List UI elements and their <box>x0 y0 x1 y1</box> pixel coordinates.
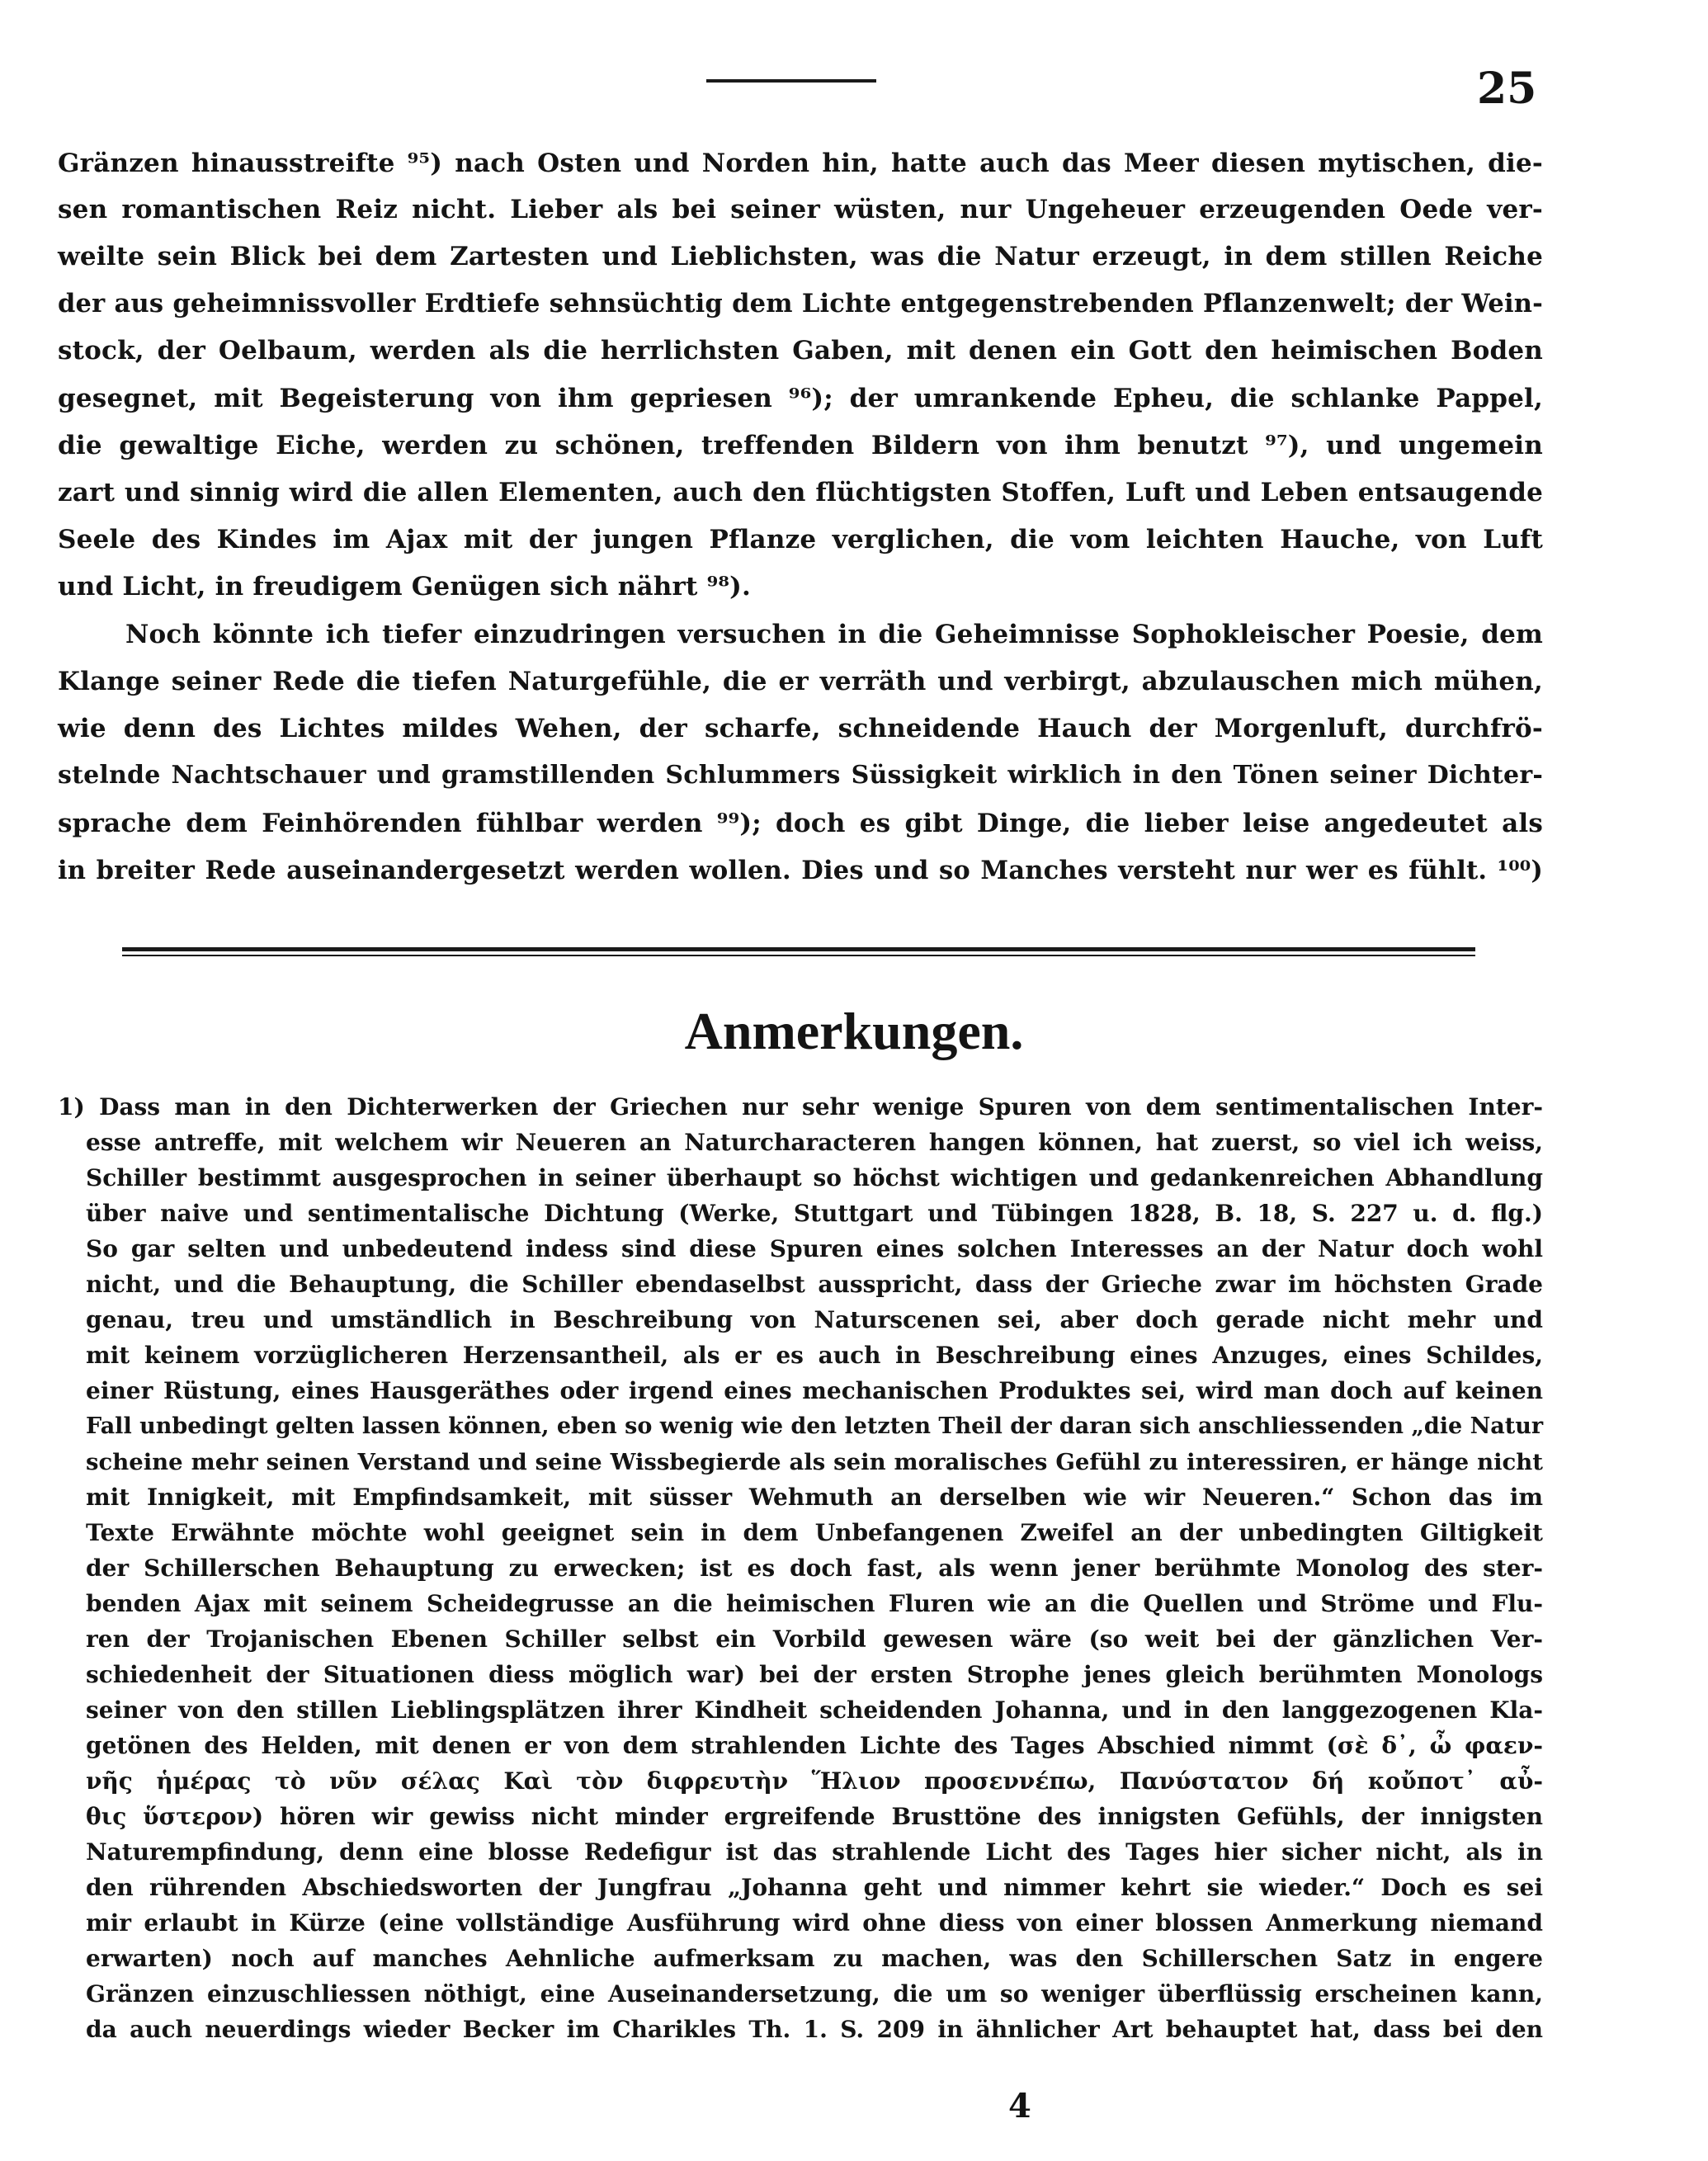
text-line: stock, der Oelbaum, werden als die herrlichsten Gaben, mit denen ein Gott den heimischen Boden <box>58 336 1543 366</box>
note-line: mit Innigkeit, mit Empfindsamkeit, mit süsser Wehmuth an derselben wie wir Neueren.“ Schon das im <box>86 1484 1543 1511</box>
note-line: getönen des Helden, mit denen er von dem strahlenden Lichte des Tages Abschied nimmt (σὲ δ᾽, ὦ φαεν- <box>86 1732 1543 1759</box>
note-line: esse antreffe, mit welchem wir Neueren an Naturcharacteren hangen können, hat zuerst, so viel ich weiss, <box>86 1129 1543 1156</box>
note-line: mir erlaubt in Kürze (eine vollständige Ausführung wird ohne diess von einer blossen Anmerkung niemand <box>86 1909 1543 1937</box>
note-line: schiedenheit der Situationen diess möglich war) bei der ersten Strophe jenes gleich berühmten Monologs <box>86 1661 1543 1688</box>
text-line: Seele des Kindes im Ajax mit der jungen Pflanze verglichen, die vom leichten Hauche, von Luft <box>58 525 1543 554</box>
note-line: genau, treu und umständlich in Beschreibung von Naturscenen sei, aber doch gerade nicht mehr und <box>86 1306 1543 1333</box>
note-line: benden Ajax mit seinem Scheidegrusse an die heimischen Fluren wie an die Quellen und Ströme und Flu- <box>86 1590 1543 1617</box>
note-line: Fall unbedingt gelten lassen können, eben so wenig wie den letzten Theil der daran sich anschliessenden „die Natur <box>86 1413 1544 1439</box>
page-number: 25 <box>1477 64 1537 114</box>
note-line: Schiller bestimmt ausgesprochen in seiner überhaupt so höchst wichtigen und gedankenreichen Abhandlung <box>86 1164 1543 1191</box>
note-line: über naive und sentimentalische Dichtung (Werke, Stuttgart und Tübingen 1828, B. 18, S. 227 u. d. flg.) <box>86 1200 1543 1227</box>
text-line: zart und sinnig wird die allen Elementen, auch den flüchtigsten Stoffen, Luft und Leben entsaugende <box>58 478 1543 507</box>
text-line: Klange seiner Rede die tiefen Naturgefühle, die er verräth und verbirgt, abzulauschen mich mühen, <box>58 667 1543 696</box>
note-line: scheine mehr seinen Verstand und seine Wissbegierde als sein moralisches Gefühl zu interessiren, er hänge nicht <box>86 1449 1543 1475</box>
note-line: den rührenden Abschiedsworten der Jungfrau „Johanna geht und nimmer kehrt sie wieder.“ Doch es sei <box>86 1874 1543 1901</box>
note-line: seiner von den stillen Lieblingsplätzen ihrer Kindheit scheidenden Johanna, und in den langgezogenen Kla- <box>86 1696 1543 1724</box>
text-line: sprache dem Feinhörenden fühlbar werden ⁹⁹); doch es gibt Dinge, die lieber leise angedeutet als <box>58 809 1543 838</box>
text-line: Gränzen hinausstreifte ⁹⁵) nach Osten und Norden hin, hatte auch das Meer diesen mytischen, die- <box>58 149 1543 178</box>
main-text <box>58 140 1543 899</box>
note-line: Naturempfindung, denn eine blosse Redefigur ist das strahlende Licht des Tages hier sicher nicht, als in <box>86 1838 1543 1866</box>
text-line: stelnde Nachtschauer und gramstillenden Schlummers Süssigkeit wirklich in den Tönen seiner Dichter- <box>58 761 1543 790</box>
section-heading: Anmerkungen. <box>684 1002 1024 1060</box>
text-line: sen romantischen Reiz nicht. Lieber als bei seiner wüsten, nur Ungeheuer erzeugenden Oede ver- <box>58 195 1543 224</box>
note-line: erwarten) noch auf manches Aehnliche aufmerksam zu machen, was den Schillerschen Satz in engere <box>86 1945 1543 1972</box>
section-divider <box>122 947 1475 956</box>
text-line: in breiter Rede auseinandergesetzt werden wollen. Dies und so Manches versteht nur wer es fühlt. ¹⁰⁰) <box>58 856 1543 885</box>
header-rule <box>706 79 876 83</box>
text-line: der aus geheimnissvoller Erdtiefe sehnsüchtig dem Lichte entgegenstrebenden Pflanzenwelt; der Wein- <box>58 289 1543 318</box>
note-line: 1) Dass man in den Dichterwerken der Griechen nur sehr wenige Spuren von dem sentimentalischen Inter- <box>58 1093 1543 1121</box>
note-line: ren der Trojanischen Ebenen Schiller selbst ein Vorbild gewesen wäre (so weit bei der gänzlichen Ver- <box>86 1625 1543 1653</box>
note-line: θις ὕστερον) hören wir gewiss nicht minder ergreifende Brusttöne des innigsten Gefühls, der innigsten <box>86 1803 1543 1830</box>
note-line: So gar selten und unbedeutend indess sind diese Spuren eines solchen Interesses an der Natur doch wohl <box>86 1235 1543 1262</box>
text-line: gesegnet, mit Begeisterung von ihm gepriesen ⁹⁶); der umrankende Epheu, die schlanke Pappel, <box>58 384 1543 413</box>
divider-thin-rule <box>122 955 1475 956</box>
note-line: mit keinem vorzüglicheren Herzensantheil, als er es auch in Beschreibung eines Anzuges, eines Schildes, <box>86 1342 1543 1369</box>
note-line: einer Rüstung, eines Hausgeräthes oder irgend eines mechanischen Produktes sei, wird man doch auf keinen <box>86 1377 1543 1404</box>
note-line: der Schillerschen Behauptung zu erwecken; ist es doch fast, als wenn jener berühmte Monolog des ster- <box>86 1555 1543 1582</box>
note-line: Texte Erwähnte möchte wohl geeignet sein in dem Unbefangenen Zweifel an der unbedingten Giltigkeit <box>86 1519 1543 1546</box>
signature-mark: 4 <box>1008 2087 1031 2126</box>
note-line: nicht, und die Behauptung, die Schiller ebendaselbst ausspricht, dass der Grieche zwar im höchsten Grade <box>86 1271 1543 1298</box>
divider-thick-rule <box>122 947 1475 951</box>
note-line: Gränzen einzuschliessen nöthigt, eine Auseinandersetzung, die um so weniger überflüssig erscheinen kann, <box>86 1980 1543 2008</box>
text-line: und Licht, in freudigem Genügen sich nährt ⁹⁸). <box>58 572 751 602</box>
text-line: Noch könnte ich tiefer einzudringen versuchen in die Geheimnisse Sophokleischer Poesie, dem <box>125 620 1543 649</box>
footnotes <box>58 1088 1543 2078</box>
text-line: weilte sein Blick bei dem Zartesten und Lieblichsten, was die Natur erzeugt, in dem stillen Reiche <box>58 242 1543 271</box>
note-line: da auch neuerdings wieder Becker im Charikles Th. 1. S. 209 in ähnlicher Art behauptet hat, dass bei den <box>86 2016 1543 2043</box>
text-line: die gewaltige Eiche, werden zu schönen, treffenden Bildern von ihm benutzt ⁹⁷), und ungemein <box>58 431 1543 460</box>
note-line: νῆς ἡμέρας τὸ νῦν σέλας Καὶ τὸν διφρευτὴν Ἥλιον προσεννέπω, Πανύστατον δή κοὔποτ᾽ αὖ- <box>86 1767 1543 1795</box>
text-line: wie denn des Lichtes mildes Wehen, der scharfe, schneidende Hauch der Morgenluft, durchfrö- <box>58 714 1543 743</box>
